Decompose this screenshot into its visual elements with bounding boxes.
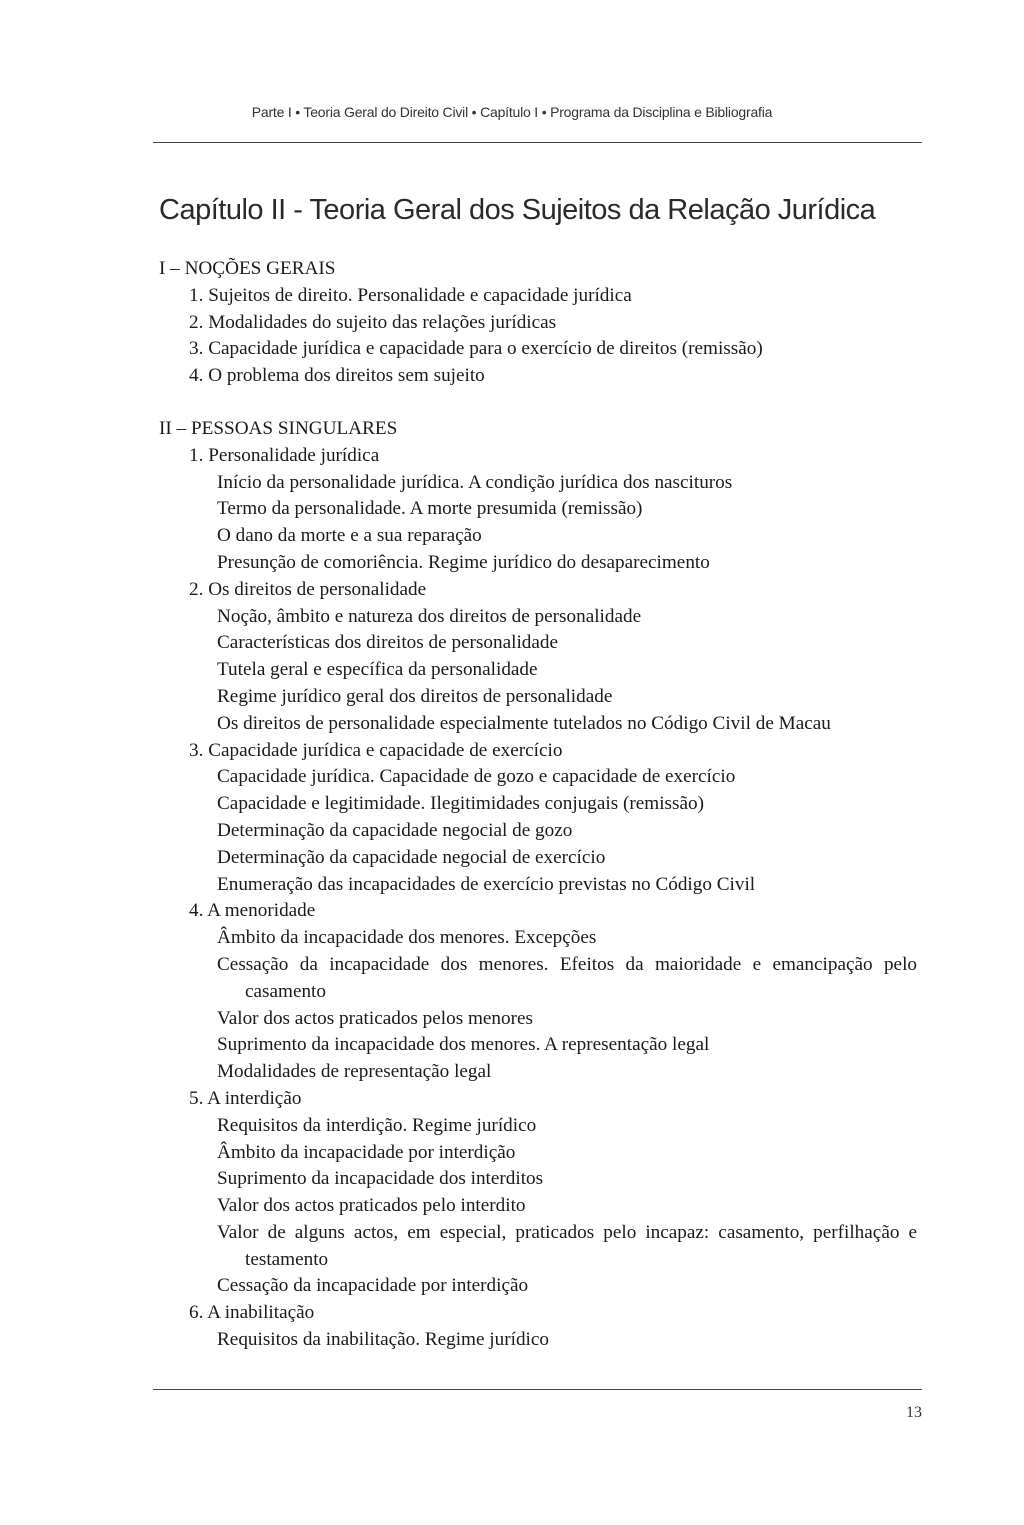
outline-topic: 2. Modalidades do sujeito das relações jurídicas [189,311,557,333]
outline-subtopic: Âmbito da incapacidade por interdição [217,1141,516,1163]
outline-subtopic: Presunção de comoriência. Regime jurídico do desaparecimento [217,551,710,573]
outline-subtopic: Requisitos da interdição. Regime jurídico [217,1114,537,1136]
outline-subtopic: Capacidade jurídica. Capacidade de gozo e capacidade de exercício [217,766,736,788]
header-divider [153,142,922,143]
outline-subtopic: Termo da personalidade. A morte presumida (remissão) [217,498,643,520]
outline-subtopic: Âmbito da incapacidade dos menores. Excepções [217,927,597,949]
page-number: 13 [906,1404,922,1421]
outline-subtopic: Valor dos actos praticados pelo interdito [217,1195,526,1217]
outline-topic: 4. O problema dos direitos sem sujeito [189,365,485,387]
section-heading: I – NOÇÕES GERAIS [159,258,336,279]
outline-subtopic: Determinação da capacidade negocial de gozo [217,819,573,841]
outline-subtopic: Características dos direitos de personalidade [217,632,558,654]
outline-section [159,256,917,390]
running-header: Parte I • Teoria Geral do Direito Civil • Capítulo I • Programa da Disciplina e Bibliografia [251,104,773,120]
chapter-outline [159,256,917,1354]
outline-subtopic: Cessação da incapacidade por interdição [217,1275,529,1297]
outline-subtopic: Enumeração das incapacidades de exercício previstas no Código Civil [217,873,756,895]
outline-subtopic: O dano da morte e a sua reparação [217,525,482,547]
outline-subtopic: Requisitos da inabilitação. Regime jurídico [217,1329,549,1351]
outline-subtopic: Noção, âmbito e natureza dos direitos de personalidade [217,605,642,627]
outline-subtopic: Valor dos actos praticados pelos menores [217,1007,533,1029]
outline-subtopic: Valor de alguns actos, em especial, praticados pelo incapaz: casamento, perfilhação e testamento [217,1221,917,1270]
outline-topic: 6. A inabilitação [189,1302,315,1324]
outline-topic: 2. Os direitos de personalidade [189,578,427,600]
outline-section [159,416,917,1354]
outline-topic: 5. A interdição [189,1087,302,1109]
outline-subtopic: Início da personalidade jurídica. A condição jurídica dos nascituros [217,471,733,493]
outline-subtopic: Cessação da incapacidade dos menores. Efeitos da maioridade e emancipação pelo casamento [217,953,917,1002]
outline-subtopic: Capacidade e legitimidade. Ilegitimidades conjugais (remissão) [217,793,704,815]
outline-subtopic: Determinação da capacidade negocial de exercício [217,846,606,868]
outline-topic: 4. A menoridade [189,900,316,922]
outline-topic: 3. Capacidade jurídica e capacidade de exercício [189,739,563,761]
section-heading: II – PESSOAS SINGULARES [159,417,398,439]
outline-topic: 1. Personalidade jurídica [189,444,380,466]
outline-subtopic: Suprimento da incapacidade dos menores. A representação legal [217,1034,710,1056]
chapter-title: Capítulo II - Teoria Geral dos Sujeitos da Relação Jurídica [159,194,876,226]
footer-divider [153,1389,922,1390]
outline-topic: 1. Sujeitos de direito. Personalidade e capacidade jurídica [189,284,632,306]
outline-subtopic: Regime jurídico geral dos direitos de personalidade [217,685,613,707]
outline-subtopic: Os direitos de personalidade especialmente tutelados no Código Civil de Macau [217,712,831,734]
outline-subtopic: Suprimento da incapacidade dos interditos [217,1168,544,1190]
outline-subtopic: Modalidades de representação legal [217,1061,492,1083]
outline-topic: 3. Capacidade jurídica e capacidade para o exercício de direitos (remissão) [189,338,763,360]
outline-subtopic: Tutela geral e específica da personalidade [217,659,538,681]
